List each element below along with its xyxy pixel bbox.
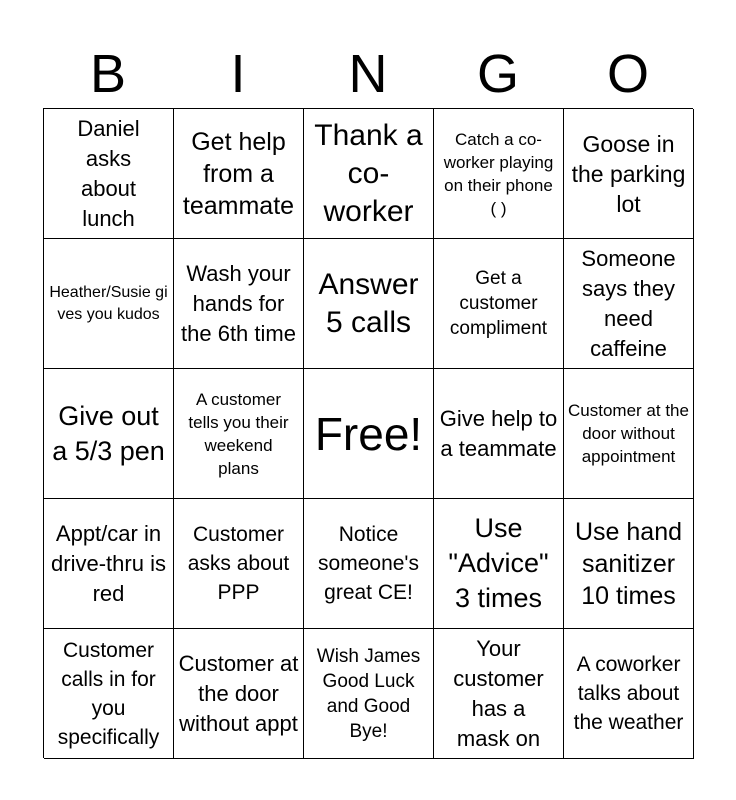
- bingo-cell[interactable]: [434, 239, 564, 369]
- header-letter-n: N: [348, 44, 388, 104]
- cell-text: Get a customer compliment: [449, 268, 548, 339]
- bingo-cell[interactable]: [434, 629, 564, 759]
- cell-text: Wash your hands for the 6th time: [181, 260, 296, 346]
- cell-text: Answer 5 calls: [318, 267, 419, 339]
- bingo-cell[interactable]: [434, 499, 564, 629]
- bingo-cell[interactable]: [304, 239, 434, 369]
- bingo-grid: [43, 108, 693, 758]
- bingo-cell[interactable]: [564, 109, 694, 239]
- bingo-cell[interactable]: [44, 499, 174, 629]
- cell-text: Wish James Good Luck and Good Bye!: [316, 645, 421, 742]
- cell-text: Get help from a teammate: [182, 127, 295, 220]
- cell-text: Use hand sanitizer 10 times: [574, 517, 683, 610]
- bingo-cell[interactable]: [304, 109, 434, 239]
- header-letter-g: G: [476, 44, 519, 104]
- cell-text: Customer asks about PPP: [187, 523, 290, 604]
- cell-text: Appt/car in drive-thru is red: [51, 520, 166, 606]
- bingo-cell[interactable]: [174, 109, 304, 239]
- cell-text: Heather/Susie gives you kudos: [49, 283, 168, 323]
- header-letter-o: O: [606, 44, 649, 104]
- cell-text: Give help to a teammate: [439, 405, 558, 461]
- bingo-header: [43, 40, 693, 108]
- bingo-cell[interactable]: [434, 369, 564, 499]
- cell-text: Catch a co-worker playing on their phone ( ): [443, 129, 554, 218]
- cell-text free-space: Free!: [314, 407, 423, 460]
- bingo-cell[interactable]: [44, 369, 174, 499]
- bingo-cell[interactable]: [174, 239, 304, 369]
- cell-text: Notice someone's great CE!: [318, 523, 419, 604]
- bingo-cell[interactable]: [434, 109, 564, 239]
- bingo-cell[interactable]: [304, 369, 434, 499]
- header-letter-i: I: [230, 44, 246, 104]
- cell-text: A coworker talks about the weather: [573, 653, 684, 734]
- cell-text: A customer tells you their weekend plans: [188, 389, 289, 478]
- bingo-cell[interactable]: [564, 629, 694, 759]
- cell-text: Use "Advice" 3 times: [448, 513, 549, 613]
- bingo-cell[interactable]: [44, 629, 174, 759]
- cell-text: Customer at the door without appt: [178, 650, 299, 736]
- cell-text: Thank a co-worker: [314, 118, 423, 228]
- bingo-cell[interactable]: [564, 369, 694, 499]
- bingo-cell[interactable]: [44, 109, 174, 239]
- bingo-cell[interactable]: [304, 499, 434, 629]
- bingo-cell[interactable]: [304, 629, 434, 759]
- bingo-cell[interactable]: [174, 369, 304, 499]
- cell-text: Your customer has a mask on: [453, 635, 544, 751]
- cell-text: Goose in the parking lot: [571, 130, 686, 217]
- bingo-cell[interactable]: [174, 499, 304, 629]
- bingo-cell[interactable]: [174, 629, 304, 759]
- cell-text: Customer calls in for you specifically: [57, 638, 160, 749]
- header-letter-b: B: [89, 44, 127, 104]
- bingo-cell[interactable]: [44, 239, 174, 369]
- cell-text: Daniel asks about lunch: [77, 115, 140, 231]
- bingo-cell[interactable]: [564, 239, 694, 369]
- cell-text: Give out a 5/3 pen: [52, 400, 165, 466]
- bingo-cell[interactable]: [564, 499, 694, 629]
- cell-text: Customer at the door without appointment: [568, 401, 689, 466]
- cell-text: Someone says they need caffeine: [581, 245, 676, 361]
